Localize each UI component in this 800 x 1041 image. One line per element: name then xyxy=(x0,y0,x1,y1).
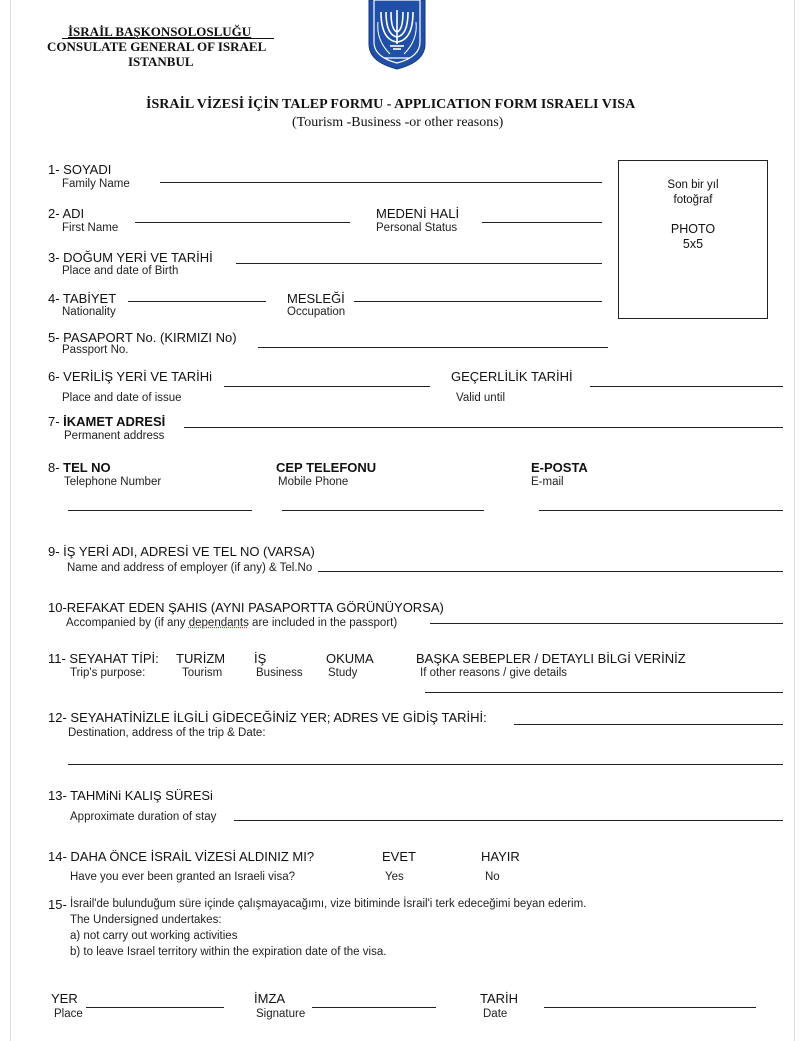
field-12-label: 12- SEYAHATİNİZLE İLGİLİ GİDECEĞİNİZ YER; ADRES VE GİDİŞ TARİHİ: xyxy=(48,710,487,725)
field-10-accompanied-line[interactable] xyxy=(430,623,783,624)
field-7-number: 7- xyxy=(48,414,64,429)
declaration-line-2: The Undersigned undertakes: xyxy=(70,914,222,926)
field-4b-sublabel: Occupation xyxy=(287,306,346,318)
trip-option-business[interactable]: İŞ xyxy=(254,651,267,666)
field-2-personal-status-line[interactable] xyxy=(482,222,602,223)
field-2b-sublabel: Personal Status xyxy=(376,222,458,234)
field-8-sublabel: Telephone Number xyxy=(64,476,162,488)
field-1-sublabel: Family Name xyxy=(62,178,130,190)
page-edge-left xyxy=(10,0,11,1041)
field-6b-label: GEÇERLİLİK TARİHİ xyxy=(451,369,573,384)
field-11-details-line[interactable] xyxy=(425,692,783,693)
field-5-sublabel: Passport No. xyxy=(62,344,129,356)
field-7-sublabel: Permanent address xyxy=(64,430,165,442)
field-4b-label: MESLEĞİ xyxy=(287,291,345,306)
field-1-label: 1- SOYADI xyxy=(48,162,112,177)
signature-date-sublabel: Date xyxy=(483,1008,508,1020)
field-13-label: 13- TAHMiNi KALIŞ SÜRESi xyxy=(48,788,213,803)
field-14-sublabel: Have you ever been granted an Israeli visa? xyxy=(70,871,296,883)
visa-option-no[interactable]: HAYIR xyxy=(481,849,520,864)
visa-option-no-sub: No xyxy=(485,871,500,883)
field-2b-label: MEDENİ HALİ xyxy=(376,206,460,221)
signature-place-sublabel: Place xyxy=(54,1008,83,1020)
field-10-label: 10-REFAKAT EDEN ŞAHIS (AYNI PASAPORTTA GÖRÜNÜYORSA) xyxy=(48,600,444,615)
signature-date-label: TARİH xyxy=(480,991,519,1006)
photo-text-3: PHOTO xyxy=(670,222,716,236)
signature-sign-label: İMZA xyxy=(254,991,286,1006)
field-6b-sublabel: Valid until xyxy=(456,392,506,404)
field-3-sublabel: Place and date of Birth xyxy=(62,265,179,277)
page-edge-right xyxy=(794,0,795,1041)
photo-text-4: 5x5 xyxy=(682,237,704,251)
field-10-sub-c: are included in the passport) xyxy=(248,617,398,629)
trip-option-tourism-sub: Tourism xyxy=(182,667,223,679)
field-7-address-line[interactable] xyxy=(184,427,783,428)
field-4-label: 4- TABİYET xyxy=(48,291,117,306)
trip-option-business-sub: Business xyxy=(256,667,303,679)
field-8c-label: E-POSTA xyxy=(531,460,588,475)
field-10-sub-a: Accompanied by (if any xyxy=(66,617,189,629)
field-5-label: 5- PASAPORT No. (KIRMIZI No) xyxy=(48,330,237,345)
declaration-line-1: İsrail'de bulunduğum süre içinde çalışmayacağımı, vize bitiminde İsrail'i terk edeceğimi beyan ederim. xyxy=(70,898,587,910)
field-9-label: 9- İŞ YERİ ADI, ADRESİ VE TEL NO (VARSA) xyxy=(48,544,315,559)
field-4-sublabel: Nationality xyxy=(62,306,116,318)
form-title: İSRAİL VİZESİ İÇİN TALEP FORMU - APPLICATION FORM ISRAELI VISA xyxy=(146,97,636,112)
signature-sign-sublabel: Signature xyxy=(256,1008,306,1020)
photo-box xyxy=(618,160,768,319)
field-8-number: 8- xyxy=(48,460,64,475)
field-11-sublabel: Trip's purpose: xyxy=(70,667,146,679)
field-8b-label: CEP TELEFONU xyxy=(276,460,377,475)
field-3-birth-line[interactable] xyxy=(236,263,602,264)
field-8-title: TEL NO xyxy=(63,460,111,475)
field-10-sub-word: dependants xyxy=(188,617,249,629)
field-2-sublabel: First Name xyxy=(62,222,119,234)
photo-text-1: Son bir yıl xyxy=(667,179,719,191)
field-2-label: 2- ADI xyxy=(48,206,85,221)
field-5-passport-line[interactable] xyxy=(258,347,608,348)
field-13-sublabel: Approximate duration of stay xyxy=(70,811,217,823)
field-12-destination-line-1[interactable] xyxy=(514,724,783,725)
field-8c-sublabel: E-mail xyxy=(531,476,564,488)
declaration-line-4: b) to leave Israel territory within the expiration date of the visa. xyxy=(70,946,387,958)
signature-place-line[interactable] xyxy=(86,1007,224,1008)
field-11-label: 11- SEYAHAT TİPİ: xyxy=(48,651,159,666)
field-8-email-line[interactable] xyxy=(539,510,783,511)
consulate-title-tr: İSRAİL BAŞKONSOLOSLUĞU xyxy=(68,24,252,39)
signature-sign-line[interactable] xyxy=(312,1007,436,1008)
field-8-telephone-line[interactable] xyxy=(68,510,252,511)
field-4-nationality-line[interactable] xyxy=(128,301,266,302)
field-8-label xyxy=(48,460,111,475)
field-9-sublabel: Name and address of employer (if any) & Tel.No xyxy=(67,562,313,574)
field-4-occupation-line[interactable] xyxy=(354,301,602,302)
field-15-label: 15- xyxy=(48,897,67,912)
consulate-title-en: CONSULATE GENERAL OF ISRAEL xyxy=(47,39,267,54)
trip-option-other-sub: If other reasons / give details xyxy=(420,667,568,679)
field-2-first-name-line[interactable] xyxy=(135,222,350,223)
trip-option-study[interactable]: OKUMA xyxy=(326,651,374,666)
consulate-city: ISTANBUL xyxy=(128,54,194,69)
field-6-label: 6- VERİLİŞ YERİ VE TARİHi xyxy=(48,369,212,384)
visa-option-yes[interactable]: EVET xyxy=(382,849,416,864)
trip-option-study-sub: Study xyxy=(328,667,358,679)
field-6-valid-until-line[interactable] xyxy=(590,386,783,387)
form-subtitle: (Tourism -Business -or other reasons) xyxy=(292,115,504,130)
field-10-sublabel xyxy=(66,617,397,629)
field-9-employer-line[interactable] xyxy=(318,571,783,572)
signature-date-line[interactable] xyxy=(544,1007,756,1008)
field-8b-sublabel: Mobile Phone xyxy=(278,476,349,488)
field-1-family-name-line[interactable] xyxy=(160,182,602,183)
field-3-label: 3- DOĞUM YERİ VE TARİHİ xyxy=(48,250,213,265)
field-13-duration-line[interactable] xyxy=(234,820,783,821)
field-7-label xyxy=(48,414,165,429)
field-14-label: 14- DAHA ÖNCE İSRAİL VİZESİ ALDINIZ MI? xyxy=(48,849,315,864)
field-12-destination-line-2[interactable] xyxy=(68,764,783,765)
visa-option-yes-sub: Yes xyxy=(385,871,404,883)
photo-text-2: fotoğraf xyxy=(673,194,713,206)
field-12-sublabel: Destination, address of the trip & Date: xyxy=(68,727,266,739)
field-6-issue-line[interactable] xyxy=(224,386,430,387)
trip-option-tourism[interactable]: TURİZM xyxy=(176,651,226,666)
field-8-mobile-line[interactable] xyxy=(282,510,484,511)
field-6-sublabel: Place and date of issue xyxy=(62,392,182,404)
declaration-line-3: a) not carry out working activities xyxy=(70,930,238,942)
field-7-title: İKAMET ADRESİ xyxy=(63,414,166,429)
signature-place-label: YER xyxy=(51,991,78,1006)
trip-option-other[interactable]: BAŞKA SEBEPLER / DETAYLI BİLGİ VERİNİZ xyxy=(416,651,686,666)
israel-emblem-icon xyxy=(366,0,428,70)
